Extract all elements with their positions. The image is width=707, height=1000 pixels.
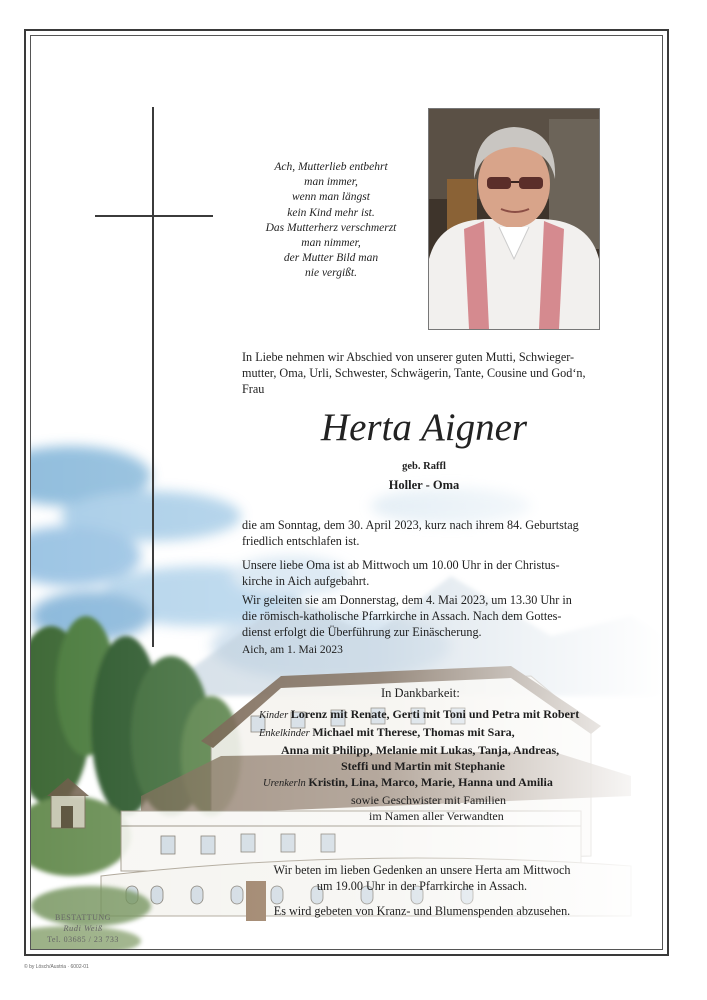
memorial-poem — [236, 160, 426, 282]
poem-line: wenn man längst — [292, 191, 370, 204]
poem-line: der Mutter Bild man — [283, 252, 379, 265]
prayer-notice — [242, 862, 602, 894]
grandchildren-label: Enkelkinder — [259, 728, 313, 739]
deceased-name: Herta Aigner — [320, 406, 528, 449]
poem-line: kein Kind mehr ist. — [287, 206, 375, 219]
intro-line: mutter, Oma, Urli, Schwester, Schwägerin, Tante, Cousine und God‘n, — [242, 366, 586, 380]
copyright-note: © by Lösch/Austria · 6002-01 — [24, 964, 89, 970]
relatives-text: im Namen aller Verwandten — [369, 809, 504, 823]
siblings-text: sowie Geschwister mit Familien — [351, 793, 506, 807]
cross-vertical-bar — [152, 107, 154, 647]
greatgrandchildren-row — [221, 774, 621, 792]
closing-line: um 19.00 Uhr in der Pfarrkirche in Assach. — [316, 879, 528, 893]
undertaker-phone: Tel. 03685 / 23 733 — [47, 935, 119, 944]
intro-line: Frau — [242, 382, 265, 396]
poem-line: Das Mutterherz verschmerzt — [265, 221, 397, 234]
relatives-row — [221, 808, 621, 824]
thanks-heading: In Dankbarkeit: — [381, 686, 460, 700]
poem-line: man immer, — [304, 176, 358, 189]
closing-line: Wir beten im lieben Gedenken an unsere Herta am Mittwoch — [273, 863, 571, 877]
children-label: Kinder — [259, 710, 291, 721]
family-list — [221, 706, 621, 824]
undertaker-imprint — [38, 912, 128, 945]
grandchildren-names: Anna mit Philipp, Melanie mit Lukas, Tanja, Andreas, — [281, 743, 560, 757]
paragraph-line: friedlich entschlafen ist. — [242, 534, 360, 548]
funeral-paragraph — [242, 592, 606, 640]
paragraph-line: die am Sonntag, dem 30. April 2023, kurz nach ihrem 84. Geburtstag — [242, 518, 579, 532]
undertaker-title: BESTATTUNG — [55, 913, 111, 922]
nickname: Holler - Oma — [388, 478, 460, 492]
laid-out-paragraph — [242, 557, 606, 589]
obituary-card — [30, 35, 663, 950]
paragraph-line: Wir geleiten sie am Donnerstag, dem 4. Mai 2023, um 13.30 Uhr in — [242, 593, 572, 607]
maiden-name: geb. Raffl — [402, 461, 446, 472]
grandchildren-names: Michael mit Therese, Thomas mit Sara, — [312, 725, 515, 739]
death-notice-paragraph — [242, 517, 606, 549]
grandchildren-row — [221, 742, 621, 758]
grandchildren-names: Steffi und Martin mit Stephanie — [341, 759, 506, 773]
undertaker-name: Rudi Weiß — [63, 923, 103, 933]
poem-line: man nimmer, — [301, 237, 361, 250]
paragraph-line: die römisch-katholische Pfarrkirche in Assach. Nach dem Gottes- — [242, 609, 562, 623]
children-names: Lorenz mit Renate, Gerti mit Toni und Petra mit Robert — [290, 707, 580, 721]
grandchildren-row — [221, 758, 621, 774]
poem-line: nie vergißt. — [305, 267, 357, 280]
cross-horizontal-bar — [95, 215, 213, 217]
grandchildren-row — [221, 724, 621, 742]
intro-text — [242, 349, 606, 397]
children-row — [221, 706, 621, 724]
paragraph-line: dienst erfolgt die Überführung zur Einäscherung. — [242, 625, 482, 639]
portrait-photo — [428, 108, 600, 330]
paragraph-line: kirche in Aich aufgebahrt. — [242, 574, 370, 588]
no-flowers-request: Es wird gebeten von Kranz- und Blumenspenden abzusehen. — [273, 904, 571, 918]
poem-line: Ach, Mutterlieb entbehrt — [274, 161, 388, 173]
greatgrandchildren-label: Urenkerln — [263, 778, 309, 789]
portrait-illustration — [429, 109, 599, 329]
greatgrandchildren-names: Kristin, Lina, Marco, Marie, Hanna und Amilia — [308, 775, 553, 789]
paragraph-line: Unsere liebe Oma ist ab Mittwoch um 10.00 Uhr in der Christus- — [242, 558, 560, 572]
place-and-date: Aich, am 1. Mai 2023 — [242, 644, 343, 656]
intro-line: In Liebe nehmen wir Abschied von unserer guten Mutti, Schwieger- — [242, 350, 575, 364]
siblings-row — [221, 792, 621, 808]
